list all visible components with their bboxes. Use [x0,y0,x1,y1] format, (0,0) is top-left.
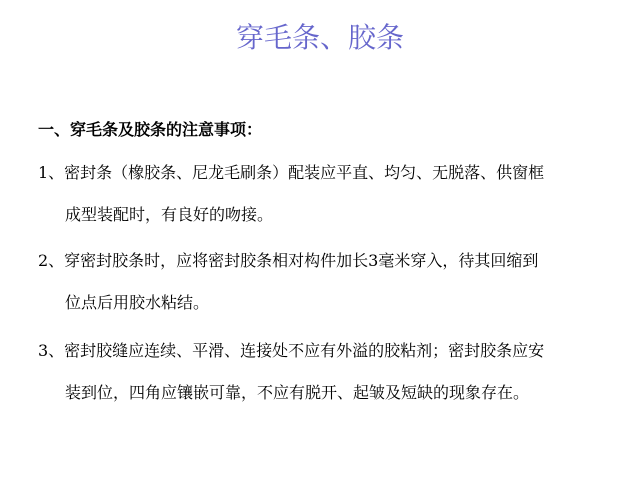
list-item [38,240,610,324]
list-item [38,330,610,414]
list-item-line: 成型装配时，有良好的吻接。 [65,205,274,224]
section-heading: 一、穿毛条及胶条的注意事项： [38,120,263,139]
list-item-line: 位点后用胶水粘结。 [65,293,210,312]
list-item-line: 装到位，四角应镶嵌可靠，不应有脱开、起皱及短缺的现象存在。 [65,383,530,402]
list-item-line: 3、密封胶缝应连续、平滑、连接处不应有外溢的胶粘剂；密封胶条应安 [38,341,545,360]
slide-title: 穿毛条、胶条 [235,21,404,54]
list-item-line: 2、穿密封胶条时，应将密封胶条相对构件加长3毫米穿入，待其回缩到 [38,251,539,270]
list-item [38,152,610,236]
list-item-line: 1、密封条（橡胶条、尼龙毛刷条）配装应平直、均匀、无脱落、供窗框 [38,163,545,182]
